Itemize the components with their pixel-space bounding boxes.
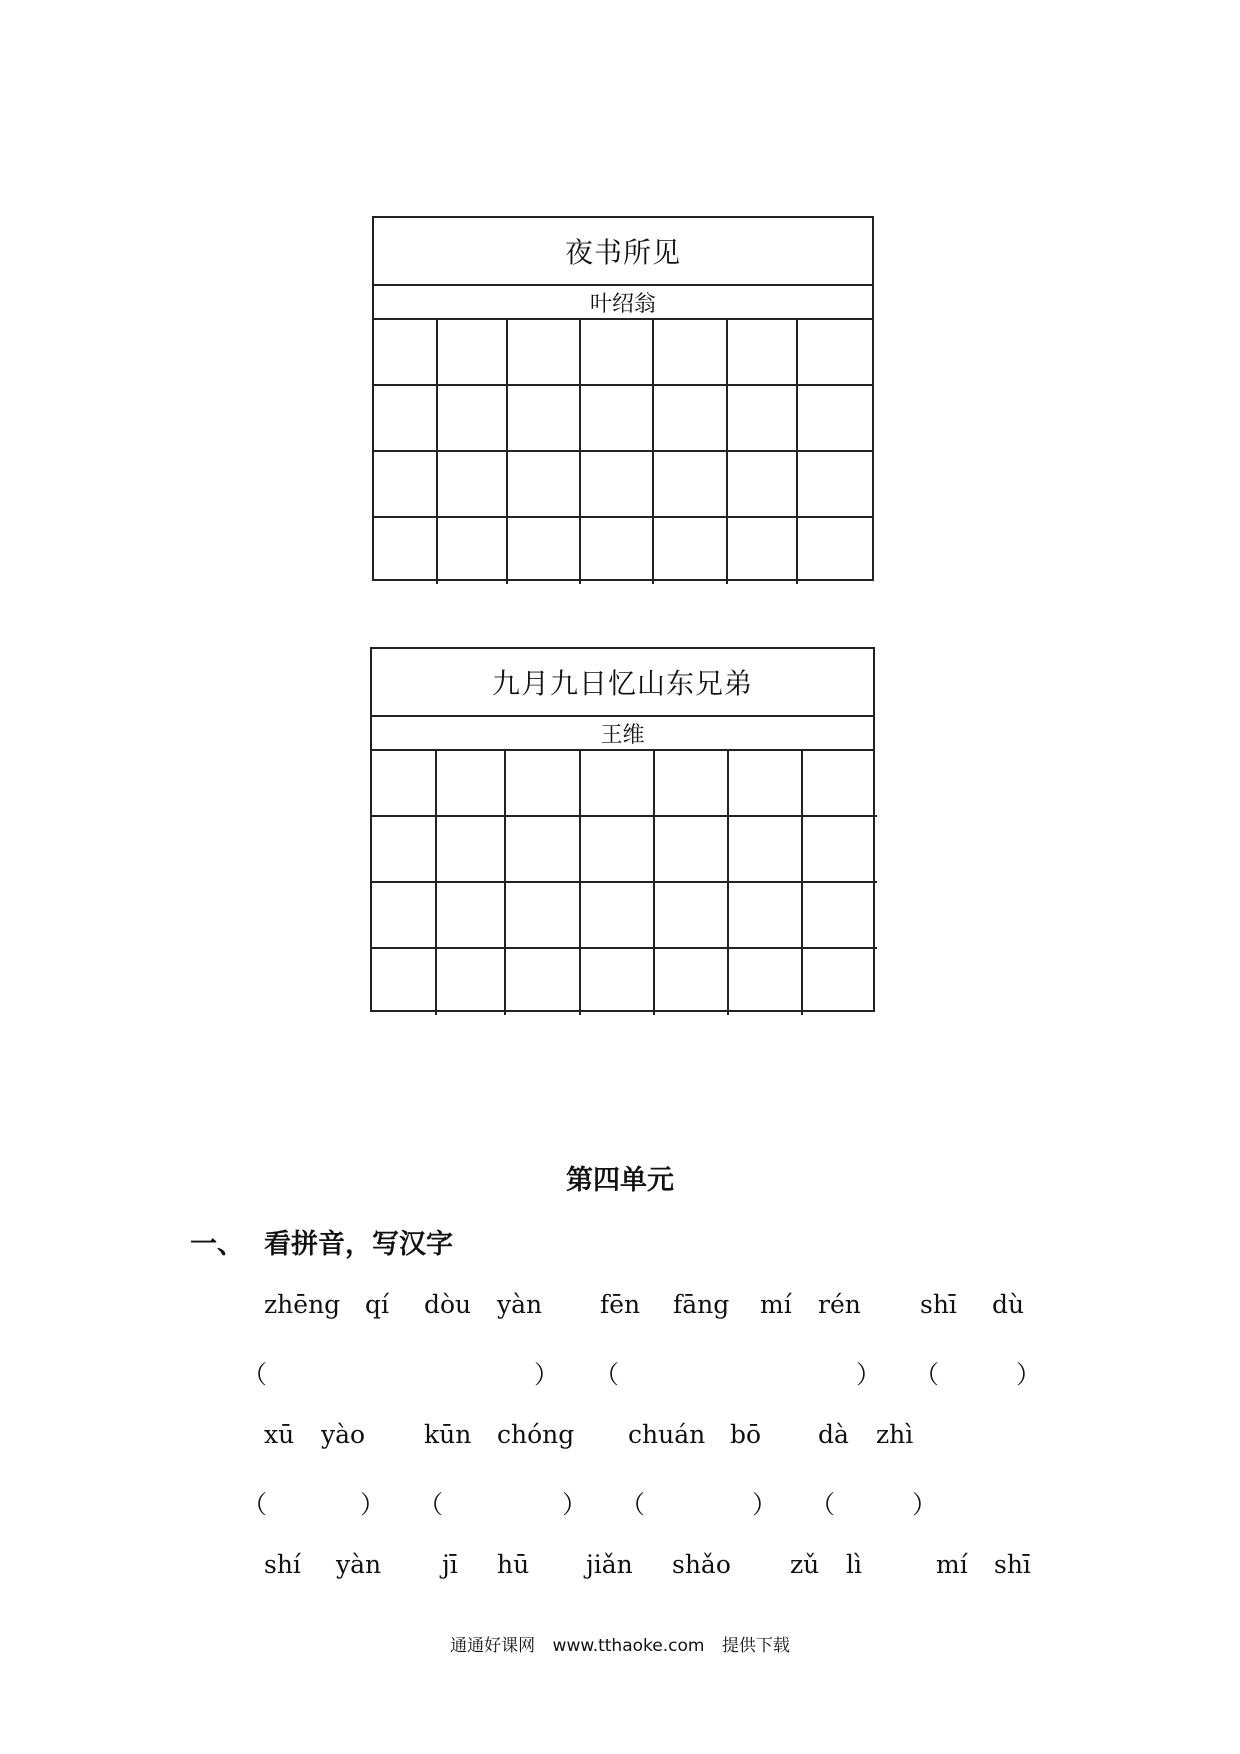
writing-cell[interactable] (803, 883, 877, 949)
writing-cell[interactable] (729, 817, 803, 883)
writing-cell[interactable] (506, 817, 581, 883)
writing-cell[interactable] (437, 949, 506, 1015)
writing-cell[interactable] (581, 518, 654, 584)
poem-author: 叶绍翁 (374, 286, 872, 320)
writing-cell[interactable] (729, 883, 803, 949)
writing-cell[interactable] (374, 386, 438, 452)
writing-cell[interactable] (374, 320, 438, 386)
writing-cell[interactable] (372, 949, 437, 1015)
pinyin-word: mí (936, 1550, 968, 1579)
pinyin-word: fāng (673, 1290, 730, 1319)
writing-cell[interactable] (374, 452, 438, 518)
pinyin-word: zǔ (790, 1550, 820, 1579)
writing-cell[interactable] (372, 751, 437, 817)
writing-cell[interactable] (729, 751, 803, 817)
writing-cell[interactable] (654, 518, 728, 584)
writing-cell[interactable] (728, 320, 798, 386)
writing-cell[interactable] (438, 452, 508, 518)
pinyin-word: shí (264, 1550, 301, 1579)
pinyin-word: shǎo (672, 1550, 731, 1579)
writing-cell[interactable] (508, 518, 581, 584)
poem-title: 九月九日忆山东兄弟 (372, 649, 873, 717)
answer-paren-open: （ (242, 1360, 268, 1389)
unit-title: 第四单元 (566, 1165, 674, 1196)
pinyin-word: mí (760, 1290, 792, 1319)
poem-grid-yeshusuojian (372, 216, 874, 581)
writing-cell[interactable] (372, 817, 437, 883)
answer-paren-open: （ (418, 1490, 444, 1519)
footer-suffix: 提供下载 (721, 1636, 790, 1656)
writing-cell[interactable] (437, 883, 506, 949)
writing-cell[interactable] (581, 883, 655, 949)
writing-grid (372, 751, 873, 1015)
writing-cell[interactable] (508, 320, 581, 386)
pinyin-word: hū (497, 1550, 530, 1579)
writing-cell[interactable] (508, 386, 581, 452)
answer-paren-open: （ (242, 1490, 268, 1519)
pinyin-word: qí (365, 1290, 389, 1319)
writing-cell[interactable] (803, 949, 877, 1015)
answer-paren-close: ） (912, 1490, 938, 1519)
writing-cell[interactable] (437, 751, 506, 817)
writing-cell[interactable] (728, 386, 798, 452)
writing-cell[interactable] (798, 320, 872, 386)
writing-cell[interactable] (655, 883, 729, 949)
writing-cell[interactable] (655, 751, 729, 817)
pinyin-word: bō (730, 1420, 762, 1449)
pinyin-word: jiǎn (586, 1550, 633, 1579)
writing-cell[interactable] (372, 883, 437, 949)
writing-cell[interactable] (728, 452, 798, 518)
pinyin-word: chóng (497, 1420, 575, 1449)
answer-paren-close: ） (752, 1490, 778, 1519)
section-label: 看拼音，写汉字 (264, 1229, 453, 1260)
writing-cell[interactable] (655, 817, 729, 883)
writing-cell[interactable] (581, 320, 654, 386)
writing-cell[interactable] (798, 452, 872, 518)
pinyin-word: dòu (424, 1290, 472, 1319)
poem-grid-jiuyuejiuri (370, 647, 875, 1012)
answer-paren-open: （ (594, 1360, 620, 1389)
writing-cell[interactable] (581, 949, 655, 1015)
writing-cell[interactable] (803, 817, 877, 883)
answer-paren-close: ） (1016, 1360, 1042, 1389)
writing-cell[interactable] (508, 452, 581, 518)
writing-cell[interactable] (581, 751, 655, 817)
pinyin-word: zhēng (264, 1290, 341, 1319)
writing-cell[interactable] (581, 386, 654, 452)
answer-paren-open: （ (914, 1360, 940, 1389)
pinyin-word: yàn (497, 1290, 543, 1319)
pinyin-word: dù (992, 1290, 1025, 1319)
writing-grid (374, 320, 872, 584)
writing-cell[interactable] (438, 518, 508, 584)
writing-cell[interactable] (374, 518, 438, 584)
footer (0, 1631, 1240, 1656)
writing-cell[interactable] (798, 518, 872, 584)
writing-cell[interactable] (506, 883, 581, 949)
writing-cell[interactable] (655, 949, 729, 1015)
writing-cell[interactable] (437, 817, 506, 883)
pinyin-word: shī (920, 1290, 957, 1319)
section-heading (190, 1222, 453, 1261)
writing-cell[interactable] (728, 518, 798, 584)
pinyin-word: yào (321, 1420, 366, 1449)
pinyin-word: chuán (628, 1420, 706, 1449)
answer-paren-close: ） (534, 1360, 560, 1389)
poem-title: 夜书所见 (374, 218, 872, 286)
pinyin-word: yàn (336, 1550, 382, 1579)
answer-paren-close: ） (562, 1490, 588, 1519)
pinyin-word: lì (846, 1550, 862, 1579)
writing-cell[interactable] (438, 386, 508, 452)
pinyin-word: rén (818, 1290, 861, 1319)
poem-author: 王维 (372, 717, 873, 751)
writing-cell[interactable] (803, 751, 877, 817)
pinyin-word: xū (264, 1420, 295, 1449)
pinyin-word: jī (442, 1550, 458, 1579)
answer-paren-open: （ (810, 1490, 836, 1519)
writing-cell[interactable] (729, 949, 803, 1015)
pinyin-word: shī (994, 1550, 1031, 1579)
writing-cell[interactable] (798, 386, 872, 452)
writing-cell[interactable] (581, 452, 654, 518)
writing-cell[interactable] (581, 817, 655, 883)
pinyin-word: dà (818, 1420, 849, 1449)
writing-cell[interactable] (654, 386, 728, 452)
answer-paren-close: ） (360, 1490, 386, 1519)
answer-paren-close: ） (856, 1360, 882, 1389)
writing-cell[interactable] (438, 320, 508, 386)
answer-paren-open: （ (620, 1490, 646, 1519)
writing-cell[interactable] (654, 320, 728, 386)
pinyin-word: zhì (876, 1420, 914, 1449)
writing-cell[interactable] (506, 949, 581, 1015)
pinyin-word: kūn (424, 1420, 472, 1449)
writing-cell[interactable] (506, 751, 581, 817)
section-number: 一、 (190, 1229, 244, 1260)
footer-site-name: 通通好课网 (450, 1636, 536, 1656)
writing-cell[interactable] (654, 452, 728, 518)
pinyin-word: fēn (600, 1290, 641, 1319)
footer-url[interactable]: www.tthaoke.com (552, 1636, 705, 1656)
